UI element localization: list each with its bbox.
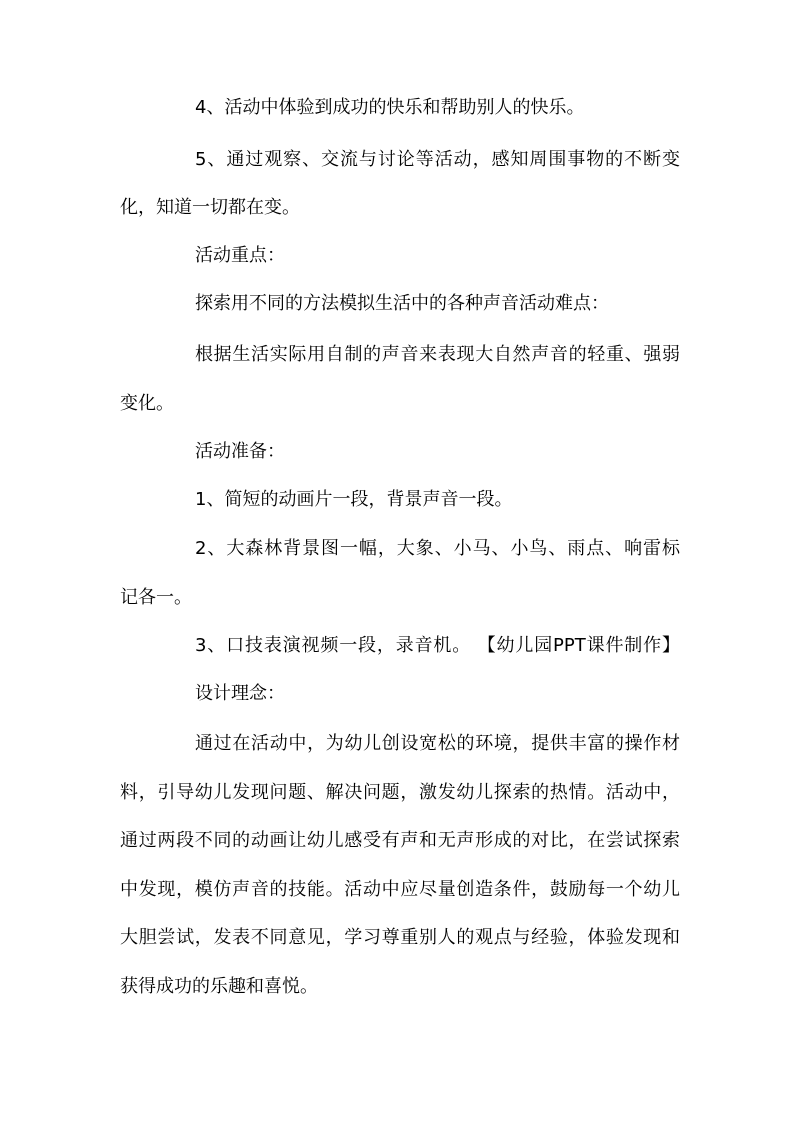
paragraph-preparation-2-line-2: 记各一。	[120, 587, 192, 608]
paragraph-preparation-1: 1、简短的动画片一段，背景声音一段。	[195, 489, 513, 510]
paragraph-concept-line-5: 大胆尝试，发表不同意见，学习尊重别人的观点与经验，体验发现和	[120, 927, 680, 948]
paragraph-objective-4: 4、活动中体验到成功的快乐和帮助别人的快乐。	[195, 97, 585, 118]
paragraph-concept-line-3: 通过两段不同的动画让幼儿感受有声和无声形成的对比，在尝试探索	[120, 830, 680, 851]
paragraph-focus-and-difficulty: 探索用不同的方法模拟生活中的各种声音活动难点：	[195, 293, 609, 314]
heading-activity-focus: 活动重点：	[195, 245, 285, 266]
paragraph-objective-5-line-2: 化，知道一切都在变。	[120, 197, 300, 218]
paragraph-difficulty-line-2: 变化。	[120, 393, 174, 414]
paragraph-preparation-2-line-1: 2、大森林背景图一幅，大象、小马、小鸟、雨点、响雷标	[195, 538, 680, 559]
heading-design-concept: 设计理念：	[195, 683, 285, 704]
paragraph-concept-line-1: 通过在活动中，为幼儿创设宽松的环境，提供丰富的操作材	[195, 733, 680, 754]
paragraph-concept-line-2: 料，引导幼儿发现问题、解决问题，激发幼儿探索的热情。活动中，	[120, 782, 680, 803]
paragraph-objective-5-line-1: 5、通过观察、交流与讨论等活动，感知周围事物的不断变	[195, 149, 680, 170]
paragraph-difficulty-line-1: 根据生活实际用自制的声音来表现大自然声音的轻重、强弱	[195, 344, 680, 365]
heading-activity-preparation: 活动准备：	[195, 441, 285, 462]
paragraph-concept-line-6: 获得成功的乐趣和喜悦。	[120, 976, 318, 997]
paragraph-concept-line-4: 中发现，模仿声音的技能。活动中应尽量创造条件，鼓励每一个幼儿	[120, 879, 680, 900]
paragraph-preparation-3: 3、口技表演视频一段，录音机。 【幼儿园PPT课件制作】	[195, 635, 680, 656]
